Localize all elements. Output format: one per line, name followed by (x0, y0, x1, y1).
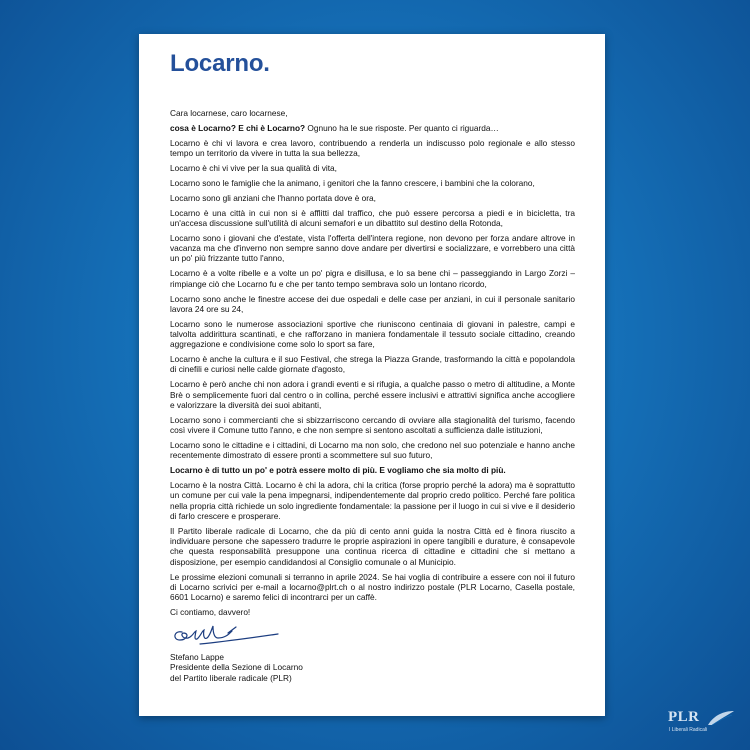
greeting: Cara locarnese, caro locarnese, (170, 108, 288, 118)
signer-party: del Partito liberale radicale (PLR) (170, 672, 292, 683)
plr-logo (668, 709, 738, 743)
lead-rest: Ognuno ha le sue risposte. Per quanto ci riguarda… (305, 122, 499, 133)
paragraph: Locarno è a volte ribelle e a volte un po' pigra e disillusa, e lo sa bene chi – passeggiando in Largo Zorzi – rimpiange ciò che Locarno fu e che per tanto tempo sembrava solo un lontano ricordo, (170, 268, 575, 289)
letter-page (139, 34, 605, 716)
paragraph: Locarno sono i giovani che d'estate, vista l'offerta dell'intera regione, non devono per forza andare altrove in vacanza ma che d'inverno non sempre sanno dove andare per divertirsi e socializzare, e vorrebbero una città un po' più frizzante tutto l'anno, (170, 232, 575, 264)
paragraph: Locarno è chi vi lavora e crea lavoro, contribuendo a renderla un indiscusso polo regionale e allo stesso tempo un territorio da vivere in tutta la sua bellezza, (170, 137, 575, 159)
logo-mark: PLR (668, 709, 700, 725)
lead-paragraph (170, 123, 575, 133)
page-title: Locarno. (170, 50, 270, 77)
paragraph: Locarno sono i commercianti che si sbizzarriscono cercando di ovviare alla stagionalità del turismo, facendo così vivere il Comune tutto l'anno, e che non sempre si sentono ascoltati a sufficienza dalle istituzioni, (170, 414, 575, 436)
signer-role: Presidente della Sezione di Locarno (170, 662, 303, 673)
signature (170, 622, 575, 648)
logo-subtitle: I Liberali Radicali (669, 727, 708, 733)
lead-bold: cosa è Locarno? E chi è Locarno? (170, 122, 306, 133)
closing-paragraph: Il Partito liberale radicale di Locarno, che da più di cento anni guida la nostra Città ed è finora riuscito a individuare persone che sapessero tradurre le proprie aspirazioni in opere tangibili e durature, è consapevole che questa responsabilità presuppone una continua ricerca di cittadine e cittadini che si mettano a disposizione, per esempio candidandosi al Consiglio comunale o al Municipio. (170, 525, 575, 567)
signer-name: Stefano Lappe (170, 652, 224, 663)
paragraph: Locarno sono le cittadine e i cittadini, di Locarno ma non solo, che credono nel suo potenziale e hanno anche recentemente dimostrato di essere pronti a scommettere sul suo futuro, (170, 440, 575, 461)
closing-paragraph: Le prossime elezioni comunali si terranno in aprile 2024. Se hai voglia di contribuire a essere con noi il futuro di Locarno scrivici per e-mail a locarno@plrt.ch o al nostro indirizzo postale (PLR Locarno, Casella postale, 6601 Locarno) e saremo felici di incontrarci per un caffè. (170, 571, 575, 603)
letter-body (170, 108, 575, 683)
paragraph: Locarno è una città in cui non si è afflitti dal traffico, che può essere percorsa a piedi e in bicicletta, tra un'accesa discussione sull'utilità di alcuni semafori e un dibattito sul destino della Rotonda, (170, 207, 575, 228)
paragraph: Locarno è anche la cultura e il suo Festival, che strega la Piazza Grande, trasformando la città e popolandola di cinefili e curiosi nelle calde giornate d'agosto, (170, 354, 575, 375)
paragraph: Locarno sono gli anziani che l'hanno portata dove è ora, (170, 192, 376, 203)
signature-scribble (170, 622, 280, 650)
feather-icon (706, 709, 736, 729)
paragraph: Locarno è però anche chi non adora i grandi eventi e si rifugia, a qualche passo o metro di altitudine, a Monte Brè o semplicemente fuori dal centro o in collina, perché essere inclusivi e attrattivi significa anche accogliere e valorizzare la diversità dei suoi abitanti, (170, 379, 575, 410)
signer-block (170, 652, 575, 683)
paragraph: Locarno sono le famiglie che la animano, i genitori che la fanno crescere, i bambini che la colorano, (170, 177, 535, 188)
paragraph: Locarno sono le numerose associazioni sportive che riuniscono centinaia di giovani in palestre, campi e talvolta addirittura scantinati, e che rafforzano in maniera fondamentale il tessuto sociale cittadino, creando aggregazione e condivisione come solo lo sport sa fare, (170, 318, 575, 350)
paragraph: Locarno sono anche le finestre accese dei due ospedali e delle case per anziani, in cui il personale sanitario lavora 24 ore su 24, (170, 293, 575, 314)
bold-statement: Locarno è di tutto un po' e potrà essere molto di più. E vogliamo che sia molto di più. (170, 465, 506, 476)
paragraph: Locarno è chi vi vive per la sua qualità di vita, (170, 162, 337, 173)
closing-paragraph: Locarno è la nostra Città. Locarno è chi la adora, chi la critica (forse proprio perché la adora) ma è soprattutto un comune per cui vale la pena impegnarsi, indipendentemente dal proprio credo politico. Perché fare politica nella propria città richiede un solo ingrediente fondamentale: la passione per il luogo in cui si vive e il desiderio di farlo crescere e prosperare. (170, 480, 575, 521)
closing-paragraph: Ci contiamo, davvero! (170, 607, 251, 618)
